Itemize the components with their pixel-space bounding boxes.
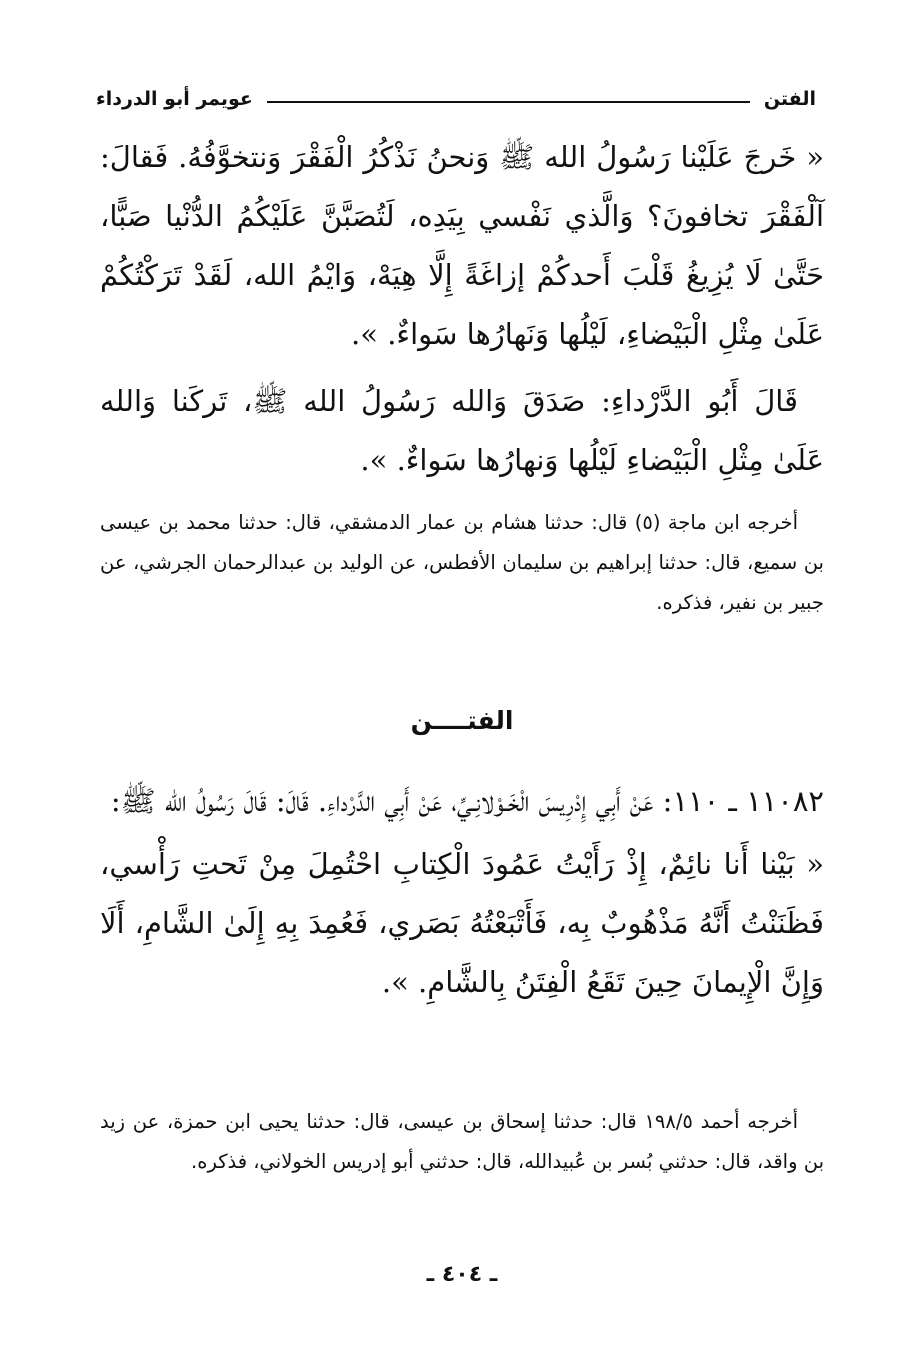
page-number: ـ ٤٠٤ ـ xyxy=(426,1262,498,1287)
hadith-text-1: « خَرجَ عَلَيْنا رَسُولُ الله ﷺ وَنحنُ نَذْكُرُ الْفَقْرَ وَنتخوَّفُهُ. فَقالَ: آلْفَقْرَ تخافونَ؟ وَالَّذي نَفْسي بِيَدِه، لَتُصَبَّنَّ عَلَيْكُمُ الدُّنْيا صَبًّا، حَتَّىٰ لَا يُزِيغُ قَلْبَ أَحدكُمْ إزاغَةً إِلَّا هِيَهْ، وَايْمُ الله، لَقَدْ تَرَكْتُكُمْ عَلَىٰ مِثْلِ الْبَيْضاءِ، لَيْلُها وَنَهارُها سَواءٌ. ». xyxy=(100,140,824,351)
header-author-name: عويمر أبو الدرداء xyxy=(96,88,253,110)
hadith-block-1 xyxy=(100,128,824,490)
takhrij-text-2: أخرجه أحمد ١٩٨/٥ قال: حدثنا إسحاق بن عيسى، قال: حدثنا يحيى ابن حمزة، عن زيد بن واقد، قال: حدثني بُسر بن عُبيدالله، قال: حدثني أبو إدريس الخولاني، فذكره. xyxy=(100,1110,824,1173)
running-header xyxy=(96,84,816,114)
header-rule xyxy=(267,101,750,103)
takhrij-block-1 xyxy=(100,503,824,623)
section-title: الفتــــن xyxy=(410,706,514,735)
hadith-heading-2: ١١٠٨٢ ـ ١١٠: عَنْ أَبِي إِدْرِيسَ الْخَـوْلانِـيِّ، عَنْ أَبِي الدَّرْداءِ. قَالَ: قَالَ رَسُولُ الله ﷺ: xyxy=(110,784,824,818)
hadith-block-2 xyxy=(100,772,824,1012)
narrator-statement: قَالَ أَبُو الدَّرْداءِ: صَدَقَ وَالله رَسُولُ الله ﷺ، تَركَنا وَالله عَلَىٰ مِثْلِ الْبَيْضاءِ لَيْلُها وَنهارُها سَواءٌ. ». xyxy=(100,384,824,477)
header-chapter-title: الفتن xyxy=(763,88,816,110)
takhrij-text-1: أخرجه ابن ماجة (٥) قال: حدثنا هشام بن عمار الدمشقي، قال: حدثنا محمد بن عيسى بن سميع، قال: حدثنا إبراهيم بن سليمان الأفطس، عن الوليد بن عبدالرحمان الجرشي، عن جبير بن نفير، فذكره. xyxy=(100,511,824,614)
takhrij-block-2 xyxy=(100,1102,824,1182)
hadith-text-2: « بَيْنا أَنا نائِمٌ، إِذْ رَأَيْتُ عَمُودَ الْكِتابِ احْتُمِلَ مِنْ تَحتِ رَأْسي، فَظَنَنْتُ أَنَّهُ مَذْهُوبٌ بِه، فَأَتْبَعْتُهُ بَصَري، فَعُمِدَ بِهِ إِلَىٰ الشَّامِ، أَلَا وَإِنَّ الْإِيمانَ حِينَ تَقَعُ الْفِتَنُ بِالشَّامِ. ». xyxy=(100,847,824,999)
